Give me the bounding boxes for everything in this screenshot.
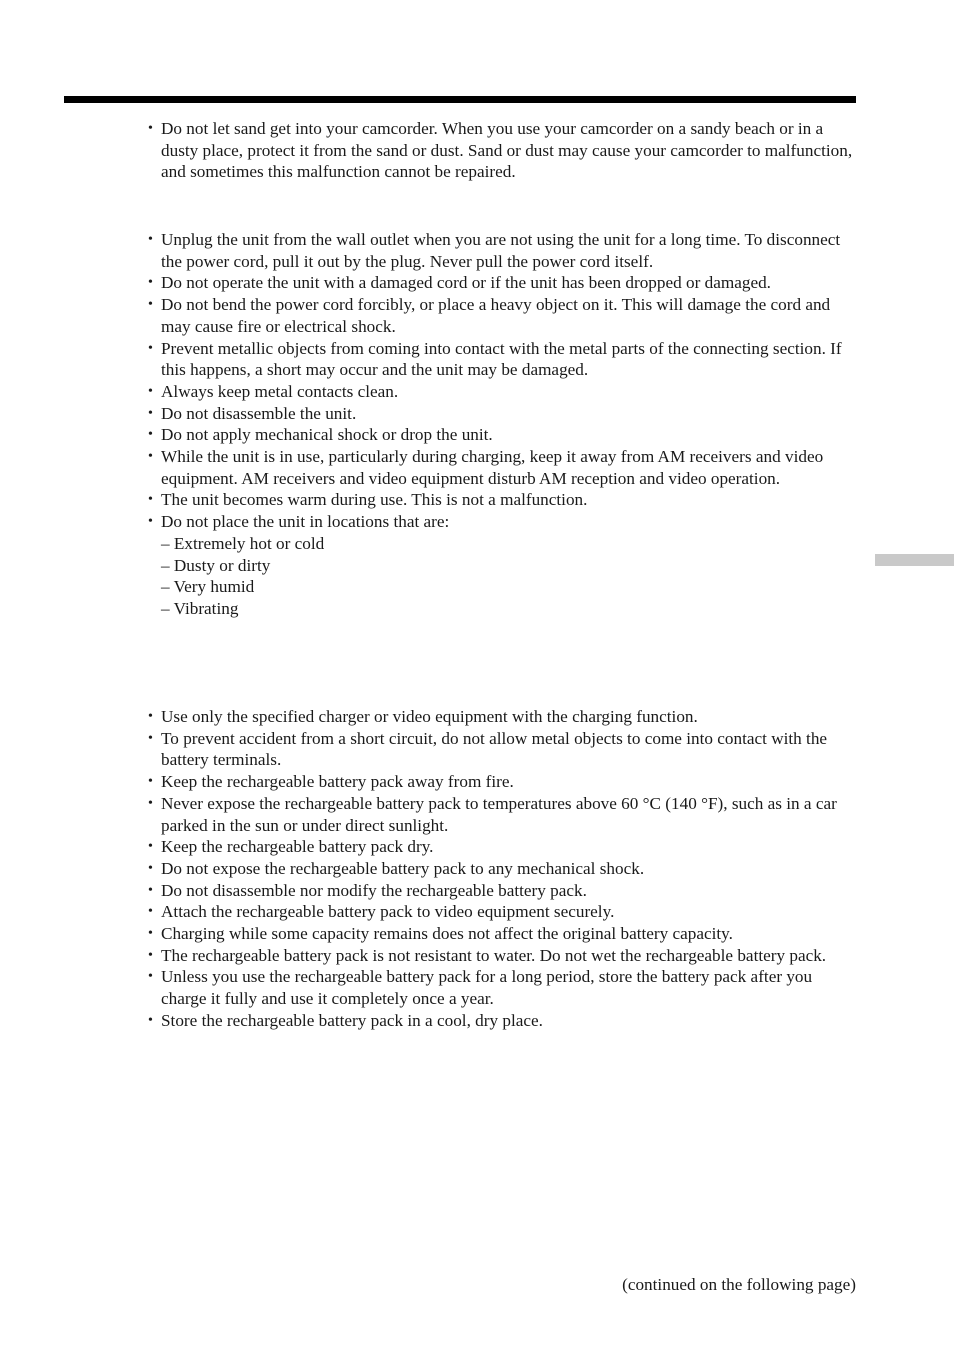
list-item: • Do not disassemble the unit. [148,403,860,425]
list-item: • Never expose the rechargeable battery pack to temperatures above 60 °C (140 °F), such as in a car parked in the sun or under direct sunlight. [148,793,860,836]
list-item: • Keep the rechargeable battery pack dry. [148,836,860,858]
list-item: • Do not disassemble nor modify the rechargeable battery pack. [148,880,860,902]
sub-list-item: – Vibrating [161,598,239,618]
list-item: • To prevent accident from a short circuit, do not allow metal objects to come into contact with the battery terminals. [148,728,860,771]
list-item: • Unless you use the rechargeable battery pack for a long period, store the battery pack after you charge it fully and use it completely once a year. [148,966,860,1009]
list-item: • Do not apply mechanical shock or drop the unit. [148,424,860,446]
list-item: • Always keep metal contacts clean. [148,381,860,403]
list-item: • Do not operate the unit with a damaged cord or if the unit has been dropped or damaged. [148,272,860,294]
list-item: • Do not expose the rechargeable battery pack to any mechanical shock. [148,858,860,880]
power-unit-precautions-section [148,229,860,620]
sand-precautions-list [148,118,860,183]
battery-precautions-section [148,706,860,1032]
sub-list-item: – Very humid [161,577,255,597]
sub-list-item: – Dusty or dirty [161,555,271,575]
continued-note: (continued on the following page) [622,1275,856,1294]
list-item: • The rechargeable battery pack is not resistant to water. Do not wet the rechargeable battery pack. [148,945,860,967]
list-item: • Prevent metallic objects from coming into contact with the metal parts of the connecting section. If this happens, a short may occur and the unit may be damaged. [148,338,860,381]
sub-list-item: – Extremely hot or cold [161,533,325,553]
list-item: • While the unit is in use, particularly during charging, keep it away from AM receivers and video equipment. AM receivers and video equipment disturb AM reception and video operation. [148,446,860,489]
list-item: • Unplug the unit from the wall outlet when you are not using the unit for a long time. To disconnect the power cord, pull it out by the plug. Never pull the power cord itself. [148,229,860,272]
list-item: • Do not bend the power cord forcibly, or place a heavy object on it. This will damage the cord and may cause fire or electrical shock. [148,294,860,337]
list-item: • Use only the specified charger or video equipment with the charging function. [148,706,860,728]
list-item: • Do not place the unit in locations that are: [148,511,860,533]
list-item: • The unit becomes warm during use. This is not a malfunction. [148,489,860,511]
list-item: • Do not let sand get into your camcorder. When you use your camcorder on a sandy beach or in a dusty place, protect it from the sand or dust. Sand or dust may cause your camcorder to malfunction, and sometimes this malfunction cannot be repaired. [148,118,860,183]
power-unit-precautions-list [148,229,860,620]
section-tab-marker [875,554,954,566]
list-item: • Charging while some capacity remains does not affect the original battery capacity. [148,923,860,945]
list-item: • Store the rechargeable battery pack in a cool, dry place. [148,1010,860,1032]
sand-precautions-section [148,118,860,183]
header-rule [64,96,856,103]
battery-precautions-list [148,706,860,1032]
list-item: • Keep the rechargeable battery pack away from fire. [148,771,860,793]
list-item: • Attach the rechargeable battery pack to video equipment securely. [148,901,860,923]
